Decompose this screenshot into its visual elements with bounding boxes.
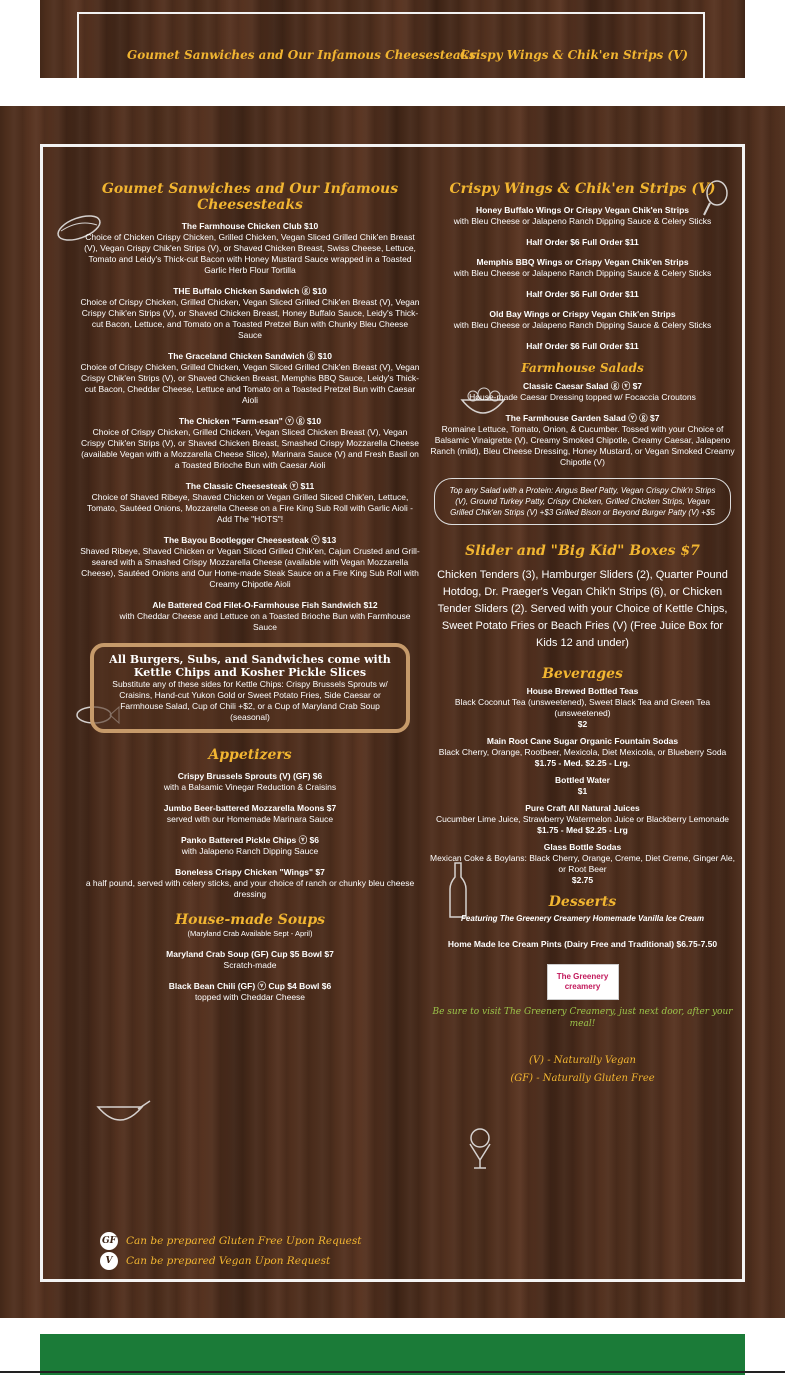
green-footer-bar — [40, 1334, 745, 1375]
item-name: Ale Battered Cod Filet-O-Farmhouse Fish Sandwich $12 — [152, 600, 378, 610]
soups-title: House-made Soups — [174, 912, 326, 928]
item-desc: with Jalapeno Ranch Dipping Sauce — [181, 846, 319, 856]
beverages-title: Beverages — [542, 666, 623, 682]
menu-item — [80, 600, 420, 633]
menu-item — [430, 309, 735, 331]
menu-item — [80, 981, 420, 1003]
item-price: $1 — [577, 786, 588, 796]
item-name: Glass Bottle Sodas — [543, 842, 622, 852]
item-desc: with Bleu Cheese or Jalapeno Ranch Dipping Sauce & Celery Sticks — [453, 216, 712, 226]
menu-item — [80, 351, 420, 406]
menu-item — [430, 381, 735, 403]
item-name: Classic Caesar Salad ⓖ ⓥ $7 — [522, 381, 643, 391]
menu-board — [0, 106, 785, 1318]
item-desc: Black Cherry, Orange, Rootbeer, Mexicola, Diet Mexicola, or Blueberry Soda — [438, 747, 727, 757]
item-desc: Mexican Coke & Boylans: Black Cherry, Orange, Creme, Diet Creme, Ginger Ale, or Root Beer — [430, 853, 736, 874]
item-desc: Scratch-made — [223, 960, 277, 970]
beverage-item — [430, 803, 735, 836]
kids-boxes-title: Slider and "Big Kid" Boxes $7 — [465, 543, 700, 559]
thumbnail-left-heading: Goumet Sanwiches and Our Infamous Cheesesteaks — [127, 48, 476, 62]
item-name: Crispy Brussels Sprouts (V) (GF) $6 — [177, 771, 323, 781]
left-column — [80, 181, 420, 1013]
item-price: Half Order $6 Full Order $11 — [526, 341, 639, 351]
divider — [0, 1371, 785, 1373]
item-desc: with a Balsamic Vinegar Reduction & Craisins — [163, 782, 337, 792]
item-price: Half Order $6 Full Order $11 — [526, 289, 639, 299]
item-name: The Farmhouse Garden Salad ⓥ ⓖ $7 — [505, 413, 660, 423]
menu-item — [80, 803, 420, 825]
item-name: Black Bean Chili (GF) ⓥ Cup $4 Bowl $6 — [168, 981, 332, 991]
beverage-item — [430, 686, 735, 730]
greenery-creamery-logo: The Greenery creamery — [547, 964, 619, 1000]
menu-item — [430, 257, 735, 279]
desserts-title: Desserts — [548, 894, 617, 910]
item-price: Half Order $6 Full Order $11 — [526, 237, 639, 247]
item-name: The Graceland Chicken Sandwich ⓖ $10 — [168, 351, 332, 361]
menu-item — [80, 416, 420, 471]
item-name: The Classic Cheesesteak ⓥ $11 — [185, 481, 315, 491]
right-column — [430, 181, 735, 1088]
menu-item — [80, 481, 420, 525]
item-name: House Brewed Bottled Teas — [526, 686, 639, 696]
item-price: $2.75 — [571, 875, 594, 885]
sundae-icon — [466, 1126, 494, 1170]
item-desc: Choice of Crispy Chicken, Grilled Chicken, Vegan Sliced Grilled Chik'en Breast (V), Vegan Crispy Chik'en Strips (V), or Shaved Chicken Breast, Memphis BBQ Sauce, Leidy's Thick-cut Bacon, Cheddar Cheese, Lettuce and Tomato on a Toasted Pretzel Bun with Caesar Aioli — [80, 362, 420, 405]
item-name: The Chicken "Farm-esan" ⓥ ⓖ $10 — [178, 416, 322, 426]
soup-bowl-icon — [96, 1099, 152, 1129]
menu-item — [80, 771, 420, 793]
item-price: $2 — [577, 719, 588, 729]
item-desc: Black Coconut Tea (unsweetened), Sweet Black Tea and Green Tea (unsweetened) — [454, 697, 711, 718]
wings-title: Crispy Wings & Chik'en Strips (V) — [449, 181, 716, 197]
item-desc: with Bleu Cheese or Jalapeno Ranch Dipping Sauce & Celery Sticks — [453, 320, 712, 330]
menu-item — [80, 835, 420, 857]
v-footnote — [100, 1251, 361, 1271]
item-name: Boneless Crispy Chicken "Wings" $7 — [175, 867, 325, 877]
beverage-item — [430, 775, 735, 797]
v-note: Can be prepared Vegan Upon Request — [126, 1255, 331, 1267]
appetizers-title: Appetizers — [208, 747, 292, 763]
legend-vegan: (V) - Naturally Vegan — [529, 1055, 636, 1066]
salads-title: Farmhouse Salads — [521, 361, 644, 375]
salad-protein-addon: Top any Salad with a Protein: Angus Beef Patty, Vegan Crispy Chik'n Strips (V), Ground Turkey Patty, Crispy Chicken, Grilled Chicken Strips, Vegan Grilled Chik'en Strips (V) +$3 Grilled Bison or Beyond Burger Patty (V) +$5 — [434, 478, 731, 525]
item-name: Maryland Crab Soup (GF) Cup $5 Bowl $7 — [166, 949, 334, 959]
menu-item — [80, 867, 420, 900]
item-name: Memphis BBQ Wings or Crispy Vegan Chik'en Strips — [476, 257, 689, 267]
menu-item — [80, 221, 420, 276]
item-price: $1.75 - Med. $2.25 - Lrg. — [534, 758, 631, 768]
menu-item — [80, 949, 420, 971]
gf-note: Can be prepared Gluten Free Upon Request — [126, 1235, 362, 1247]
item-name: The Farmhouse Chicken Club $10 — [181, 221, 319, 231]
item-desc: Choice of Crispy Chicken, Grilled Chicken, Vegan Sliced Grilled Chik'en Breast (V), Vegan Crispy Chik'en Strips (V), or Shaved Chicken Breast, Honey Buffalo Sauce, Leidy's Thick-cut Bacon, Lettuce, and Tomato on a Toasted Pretzel Bun with Chunky Bleu Cheese Sauce — [80, 297, 420, 340]
legend-gluten-free: (GF) - Naturally Gluten Free — [510, 1073, 655, 1084]
dessert-item: Home Made Ice Cream Pints (Dairy Free and Traditional) $6.75-7.50 — [447, 939, 718, 949]
item-name: Jumbo Beer-battered Mozzarella Moons $7 — [163, 803, 337, 813]
item-desc: with Bleu Cheese or Jalapeno Ranch Dipping Sauce & Celery Sticks — [453, 268, 712, 278]
item-desc: topped with Cheddar Cheese — [194, 992, 306, 1002]
thumbnail-frame — [77, 12, 705, 78]
beverage-item — [430, 736, 735, 769]
item-desc: with Cheddar Cheese and Lettuce on a Toasted Brioche Bun with Farmhouse Sauce — [119, 611, 411, 632]
menu-item — [80, 535, 420, 590]
menu-item — [80, 286, 420, 341]
beverage-item — [430, 842, 735, 886]
item-desc: Shaved Ribeye, Shaved Chicken or Vegan Sliced Grilled Chik'en, Cajun Crusted and Grill-seared with a Smashed Crispy Mozzarella Cheese (available with Vegan Mozzarella Cheese), Sautéed Onions and Our Home-made Steak Sauce on a Fire King Sub Roll with Creamy Chipotle Aioli — [80, 546, 420, 589]
item-desc: Cucumber Lime Juice, Strawberry Watermelon Juice or Blackberry Lemonade — [435, 814, 730, 824]
menu-thumbnail[interactable] — [40, 0, 745, 78]
item-desc: Choice of Crispy Chicken, Grilled Chicken, Vegan Sliced Chicken Breast (V), Vegan Crispy Chik'en Strips (V), or Shaved Chicken Breast, Smashed Crispy Mozzarella Cheese (available Vegan with a Mozzarella Cheese Slice), Marinara Sauce (V) and Fresh Basil on a Toasted Brioche Bun with Caesar Aioli — [81, 427, 419, 470]
item-desc: Choice of Shaved Ribeye, Shaved Chicken or Vegan Grilled Sliced Chik'en, Lettuce, Tomato, Sautéed Onions, Mozzarella Cheese on a Fire King Sub Roll with Garlic Aioli - Add The "HOTS"! — [87, 492, 413, 524]
item-price: $1.75 - Med $2.25 - Lrg — [537, 825, 628, 835]
item-desc: Choice of Chicken Crispy Chicken, Grilled Chicken, Vegan Sliced Grilled Chik'en Breast (V), Vegan Crispy Chik'en Strips (V), or Shaved Chicken Breast, Swiss Cheese, Lettuce, Tomato and Leidy's Thick-cut Bacon with Honey Mustard Sauce wrapped in a Toasted Garlic Herb Flour Tortilla — [84, 232, 416, 275]
menu-item — [430, 413, 735, 468]
item-name: The Bayou Bootlegger Cheesesteak ⓥ $13 — [163, 535, 337, 545]
thumbnail-right-heading: Crispy Wings & Chik'en Strips (V) — [460, 48, 689, 62]
dietary-footnotes — [100, 1231, 361, 1271]
gf-footnote — [100, 1231, 361, 1251]
desserts-note: Featuring The Greenery Creamery Homemade Vanilla Ice Cream — [461, 914, 704, 923]
item-desc: House-made Caesar Dressing topped w/ Focaccia Croutons — [469, 392, 696, 402]
soups-note: (Maryland Crab Available Sept - April) — [187, 929, 313, 938]
greenery-note: Be sure to visit The Greenery Creamery, just next door, after your meal! — [432, 1007, 733, 1029]
item-name: Pure Craft All Natural Juices — [525, 803, 640, 813]
item-name: Old Bay Wings or Crispy Vegan Chik'en Strips — [489, 309, 676, 319]
item-name: Panko Battered Pickle Chips ⓥ $6 — [181, 835, 319, 845]
item-desc: served with our Homemade Marinara Sauce — [166, 814, 334, 824]
item-name: THE Buffalo Chicken Sandwich ⓖ $10 — [173, 286, 327, 296]
item-desc: Romaine Lettuce, Tomato, Onion, & Cucumber. Tossed with your Choice of Balsamic Vinaigrette (V), Creamy Smoked Chipotle, Creamy Caesar, Jalapeno Ranch (mild), Bleu Cheese Dressing, Honey Mustard, or Vegan Smoked Creamy Chipotle (V) — [430, 424, 735, 467]
sandwiches-title: Goumet Sanwiches and Our Infamous Cheesesteaks — [101, 181, 399, 213]
gf-badge: GF — [100, 1232, 118, 1250]
sides-promo-box — [90, 643, 410, 733]
item-name: Main Root Cane Sugar Organic Fountain Sodas — [486, 736, 679, 746]
item-name: Honey Buffalo Wings Or Crispy Vegan Chik'en Strips — [475, 205, 690, 215]
menu-item — [430, 205, 735, 227]
item-name: Bottled Water — [555, 775, 610, 785]
promo-headline: All Burgers, Subs, and Sandwiches come with Kettle Chips and Kosher Pickle Slices — [109, 653, 391, 679]
promo-details: Substitute any of these sides for Kettle Chips: Crispy Brussels Sprouts w/ Craisins, Hand-cut Yukon Gold or Sweet Potato Fries, Side Caesar or Farmhouse Salad, Cup of Chili +$2, or a Cup of Maryland Crab Soup (seasonal) — [112, 679, 388, 722]
kids-boxes-text: Chicken Tenders (3), Hamburger Sliders (2), Quarter Pound Hotdog, Dr. Praeger's Vegan Chik'n Strips (6), or Chicken Tender Sliders (2). Served with your Choice of Kettle Chips, Sweet Potato Fries or Beach Fries (V) (Free Juice Box for Kids 12 and under) — [437, 569, 728, 649]
v-badge: V — [100, 1252, 118, 1270]
item-desc: a half pound, served with celery sticks, and your choice of ranch or chunky bleu cheese dressing — [85, 878, 415, 899]
